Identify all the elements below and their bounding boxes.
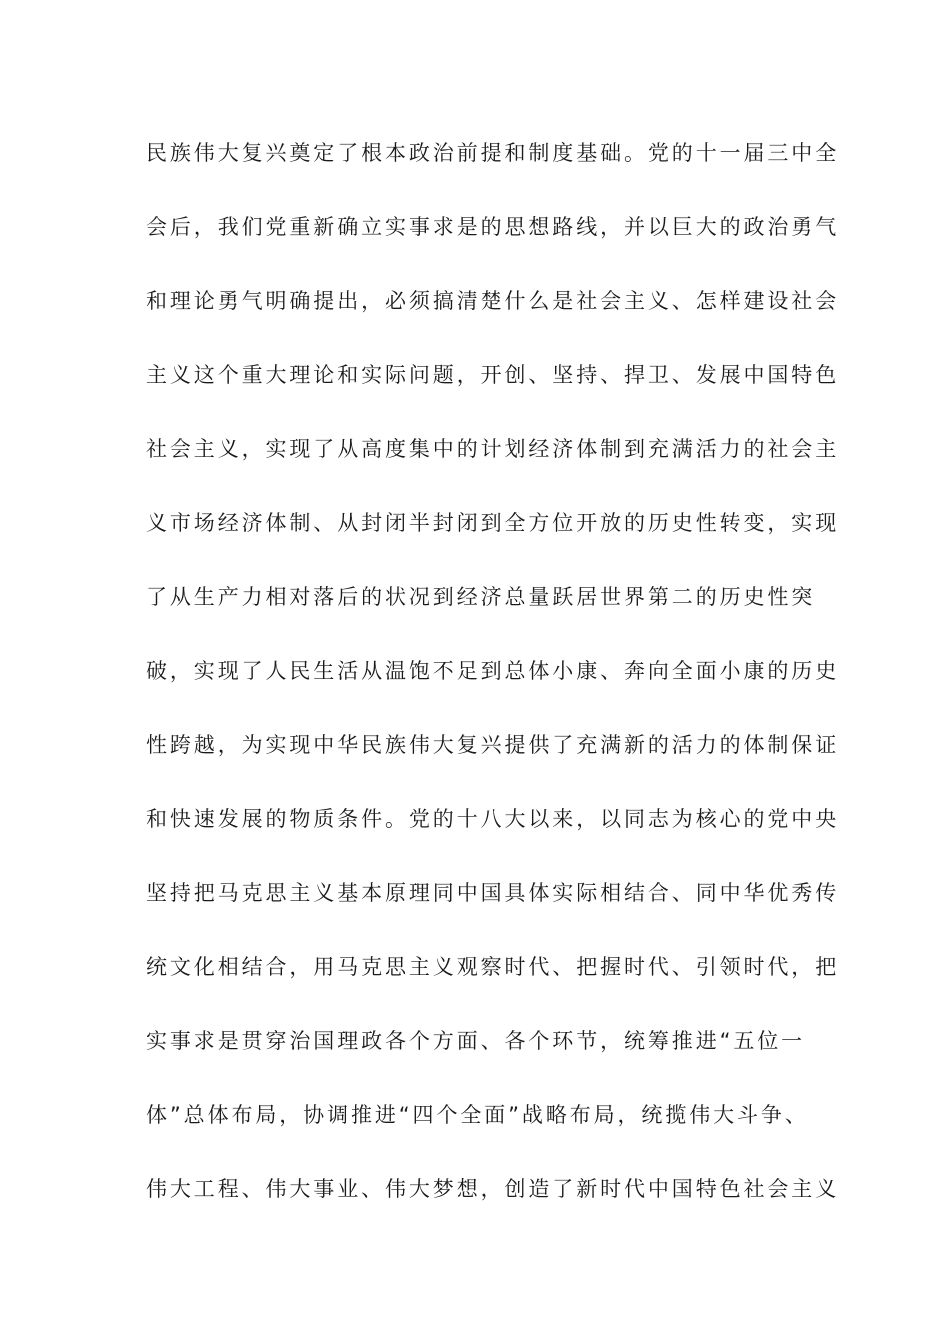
text-line: 坚持把马克思主义基本原理同中国具体实际相结合、同中华优秀传 [146, 881, 840, 905]
text-line: 实事求是贯穿治国理政各个方面、各个环节，统筹推进“五位一 [146, 1029, 806, 1053]
text-line: 了从生产力相对落后的状况到经济总量跃居世界第二的历史性突 [146, 585, 816, 609]
text-line: 会后，我们党重新确立实事求是的思想路线，并以巨大的政治勇气 [146, 215, 840, 239]
text-line: 和理论勇气明确提出，必须搞清楚什么是社会主义、怎样建设社会 [146, 289, 840, 313]
text-line: 破，实现了人民生活从温饱不足到总体小康、奔向全面小康的历史 [146, 659, 840, 683]
text-line: 主义这个重大理论和实际问题，开创、坚持、捍卫、发展中国特色 [146, 363, 840, 387]
text-line: 民族伟大复兴奠定了根本政治前提和制度基础。党的十一届三中全 [146, 141, 840, 165]
text-line: 统文化相结合，用马克思主义观察时代、把握时代、引领时代，把 [146, 955, 840, 979]
body-paragraph [146, 132, 840, 1242]
text-line: 性跨越，为实现中华民族伟大复兴提供了充满新的活力的体制保证 [146, 733, 840, 757]
text-line: 义市场经济体制、从封闭半封闭到全方位开放的历史性转变，实现 [146, 511, 840, 535]
text-line: 伟大工程、伟大事业、伟大梦想，创造了新时代中国特色社会主义 [146, 1177, 840, 1201]
text-line: 体”总体布局，协调推进“四个全面”战略布局，统揽伟大斗争、 [146, 1103, 809, 1127]
text-line: 和快速发展的物质条件。党的十八大以来，以同志为核心的党中央 [146, 807, 840, 831]
text-line: 社会主义，实现了从高度集中的计划经济体制到充满活力的社会主 [146, 437, 840, 461]
